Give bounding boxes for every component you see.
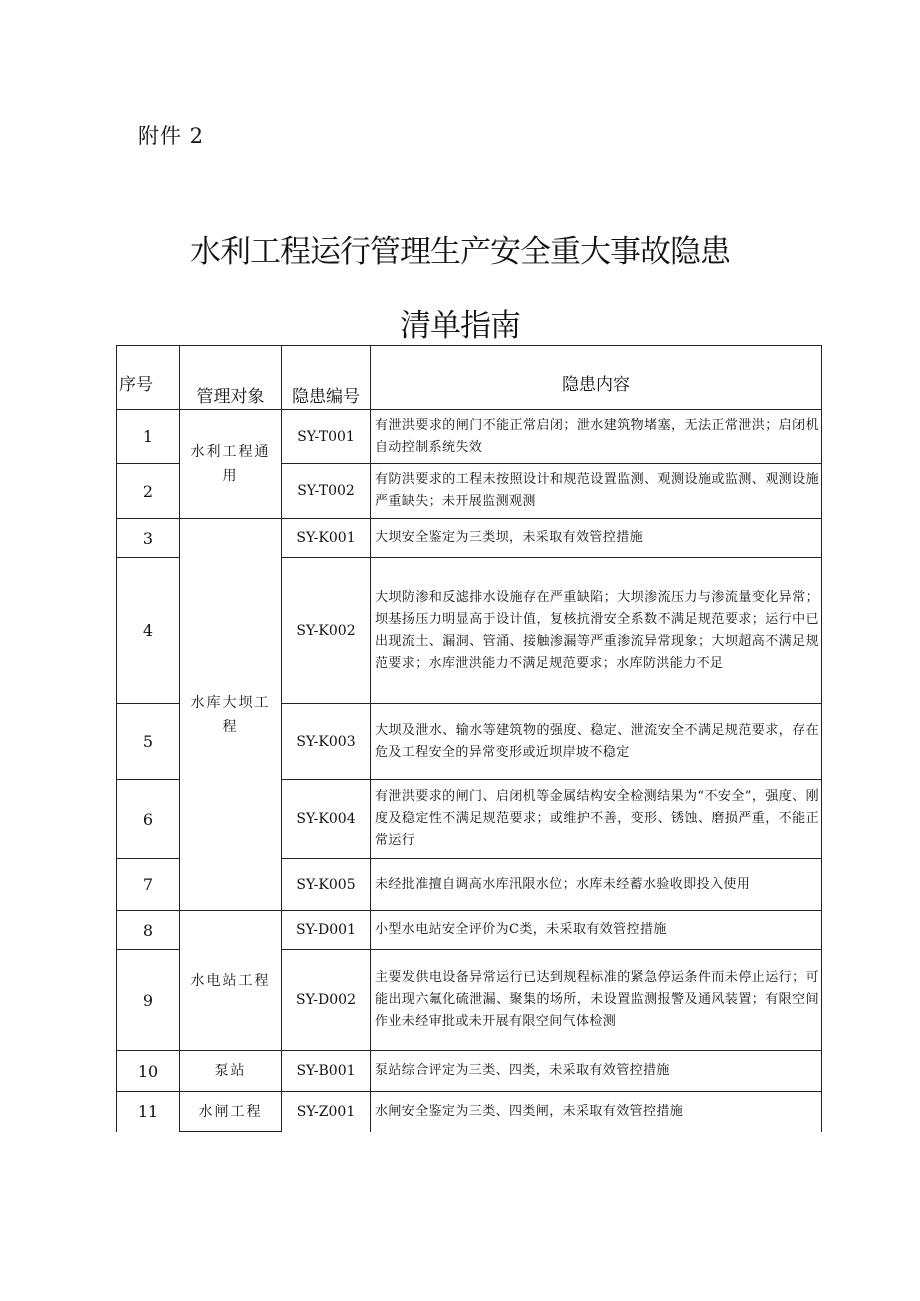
row-content: 大坝及泄水、输水等建筑物的强度、稳定、泄流安全不满足规范要求，存在危及工程安全的异常变形或近坝岸坡不稳定 <box>371 704 822 780</box>
row-content: 有泄洪要求的闸门、启闭机等金属结构安全检测结果为“不安全”，强度、刚度及稳定性不满足规范要求；或维护不善，变形、锈蚀、磨损严重，不能正常运行 <box>371 780 822 859</box>
group-dam: 水库大坝工程 <box>180 519 282 911</box>
row-seq: 2 <box>117 464 180 519</box>
row-seq: 7 <box>117 859 180 911</box>
row-code: SY-K003 <box>282 704 371 780</box>
row-content: 有泄洪要求的闸门不能正常启闭；泄水建筑物堵塞，无法正常泄洪；启闭机自动控制系统失效 <box>371 410 822 464</box>
row-code: SY-D002 <box>282 950 371 1051</box>
row-content: 大坝安全鉴定为三类坝，未采取有效管控措施 <box>371 519 822 558</box>
row-code: SY-D001 <box>282 911 371 950</box>
table-row <box>117 410 822 464</box>
row-seq: 9 <box>117 950 180 1051</box>
row-seq: 6 <box>117 780 180 859</box>
hazard-list-table <box>116 345 822 1132</box>
group-sluice: 水闸工程 <box>180 1092 282 1132</box>
row-code: SY-Z001 <box>282 1092 371 1132</box>
header-object: 管理对象 <box>180 346 282 410</box>
row-content: 泵站综合评定为三类、四类，未采取有效管控措施 <box>371 1051 822 1092</box>
group-general: 水利工程通用 <box>180 410 282 519</box>
row-seq: 4 <box>117 558 180 704</box>
document-title-line-2: 清单指南 <box>400 308 520 344</box>
row-code: SY-K005 <box>282 859 371 911</box>
attachment-label: 附件 2 <box>138 124 205 148</box>
table-row <box>117 911 822 950</box>
group-hydropower: 水电站工程 <box>180 911 282 1051</box>
row-content: 未经批准擅自调高水库汛限水位；水库未经蓄水验收即投入使用 <box>371 859 822 911</box>
row-code: SY-K002 <box>282 558 371 704</box>
table-row <box>117 519 822 558</box>
header-content: 隐患内容 <box>371 346 822 410</box>
header-code: 隐患编号 <box>282 346 371 410</box>
row-code: SY-T002 <box>282 464 371 519</box>
row-content: 水闸安全鉴定为三类、四类闸，未采取有效管控措施 <box>371 1092 822 1132</box>
row-seq: 8 <box>117 911 180 950</box>
group-pump: 泵站 <box>180 1051 282 1092</box>
row-seq: 10 <box>117 1051 180 1092</box>
row-content: 有防洪要求的工程未按照设计和规范设置监测、观测设施或监测、观测设施严重缺失；未开展监测观测 <box>371 464 822 519</box>
row-content: 小型水电站安全评价为C类，未采取有效管控措施 <box>371 911 822 950</box>
row-seq: 3 <box>117 519 180 558</box>
row-content: 主要发供电设备异常运行已达到规程标准的紧急停运条件而未停止运行；可能出现六氟化硫泄漏、聚集的场所，未设置监测报警及通风装置；有限空间作业未经审批或未开展有限空间气体检测 <box>371 950 822 1051</box>
row-code: SY-B001 <box>282 1051 371 1092</box>
row-content: 大坝防渗和反滤排水设施存在严重缺陷；大坝渗流压力与渗流量变化异常；坝基扬压力明显高于设计值，复核抗滑安全系数不满足规范要求；运行中已出现流土、漏洞、管涌、接触渗漏等严重渗流异常现象；大坝超高不满足规范要求；水库泄洪能力不满足规范要求；水库防洪能力不足 <box>371 558 822 704</box>
document-title-line-1: 水利工程运行管理生产安全重大事故隐患 <box>190 234 730 270</box>
row-code: SY-K001 <box>282 519 371 558</box>
table-row <box>117 1092 822 1132</box>
row-seq: 1 <box>117 410 180 464</box>
row-seq: 5 <box>117 704 180 780</box>
row-seq: 11 <box>117 1092 180 1132</box>
row-code: SY-K004 <box>282 780 371 859</box>
header-seq: 序号 <box>117 346 180 410</box>
table-row <box>117 1051 822 1092</box>
table-header-row <box>117 346 822 410</box>
row-code: SY-T001 <box>282 410 371 464</box>
